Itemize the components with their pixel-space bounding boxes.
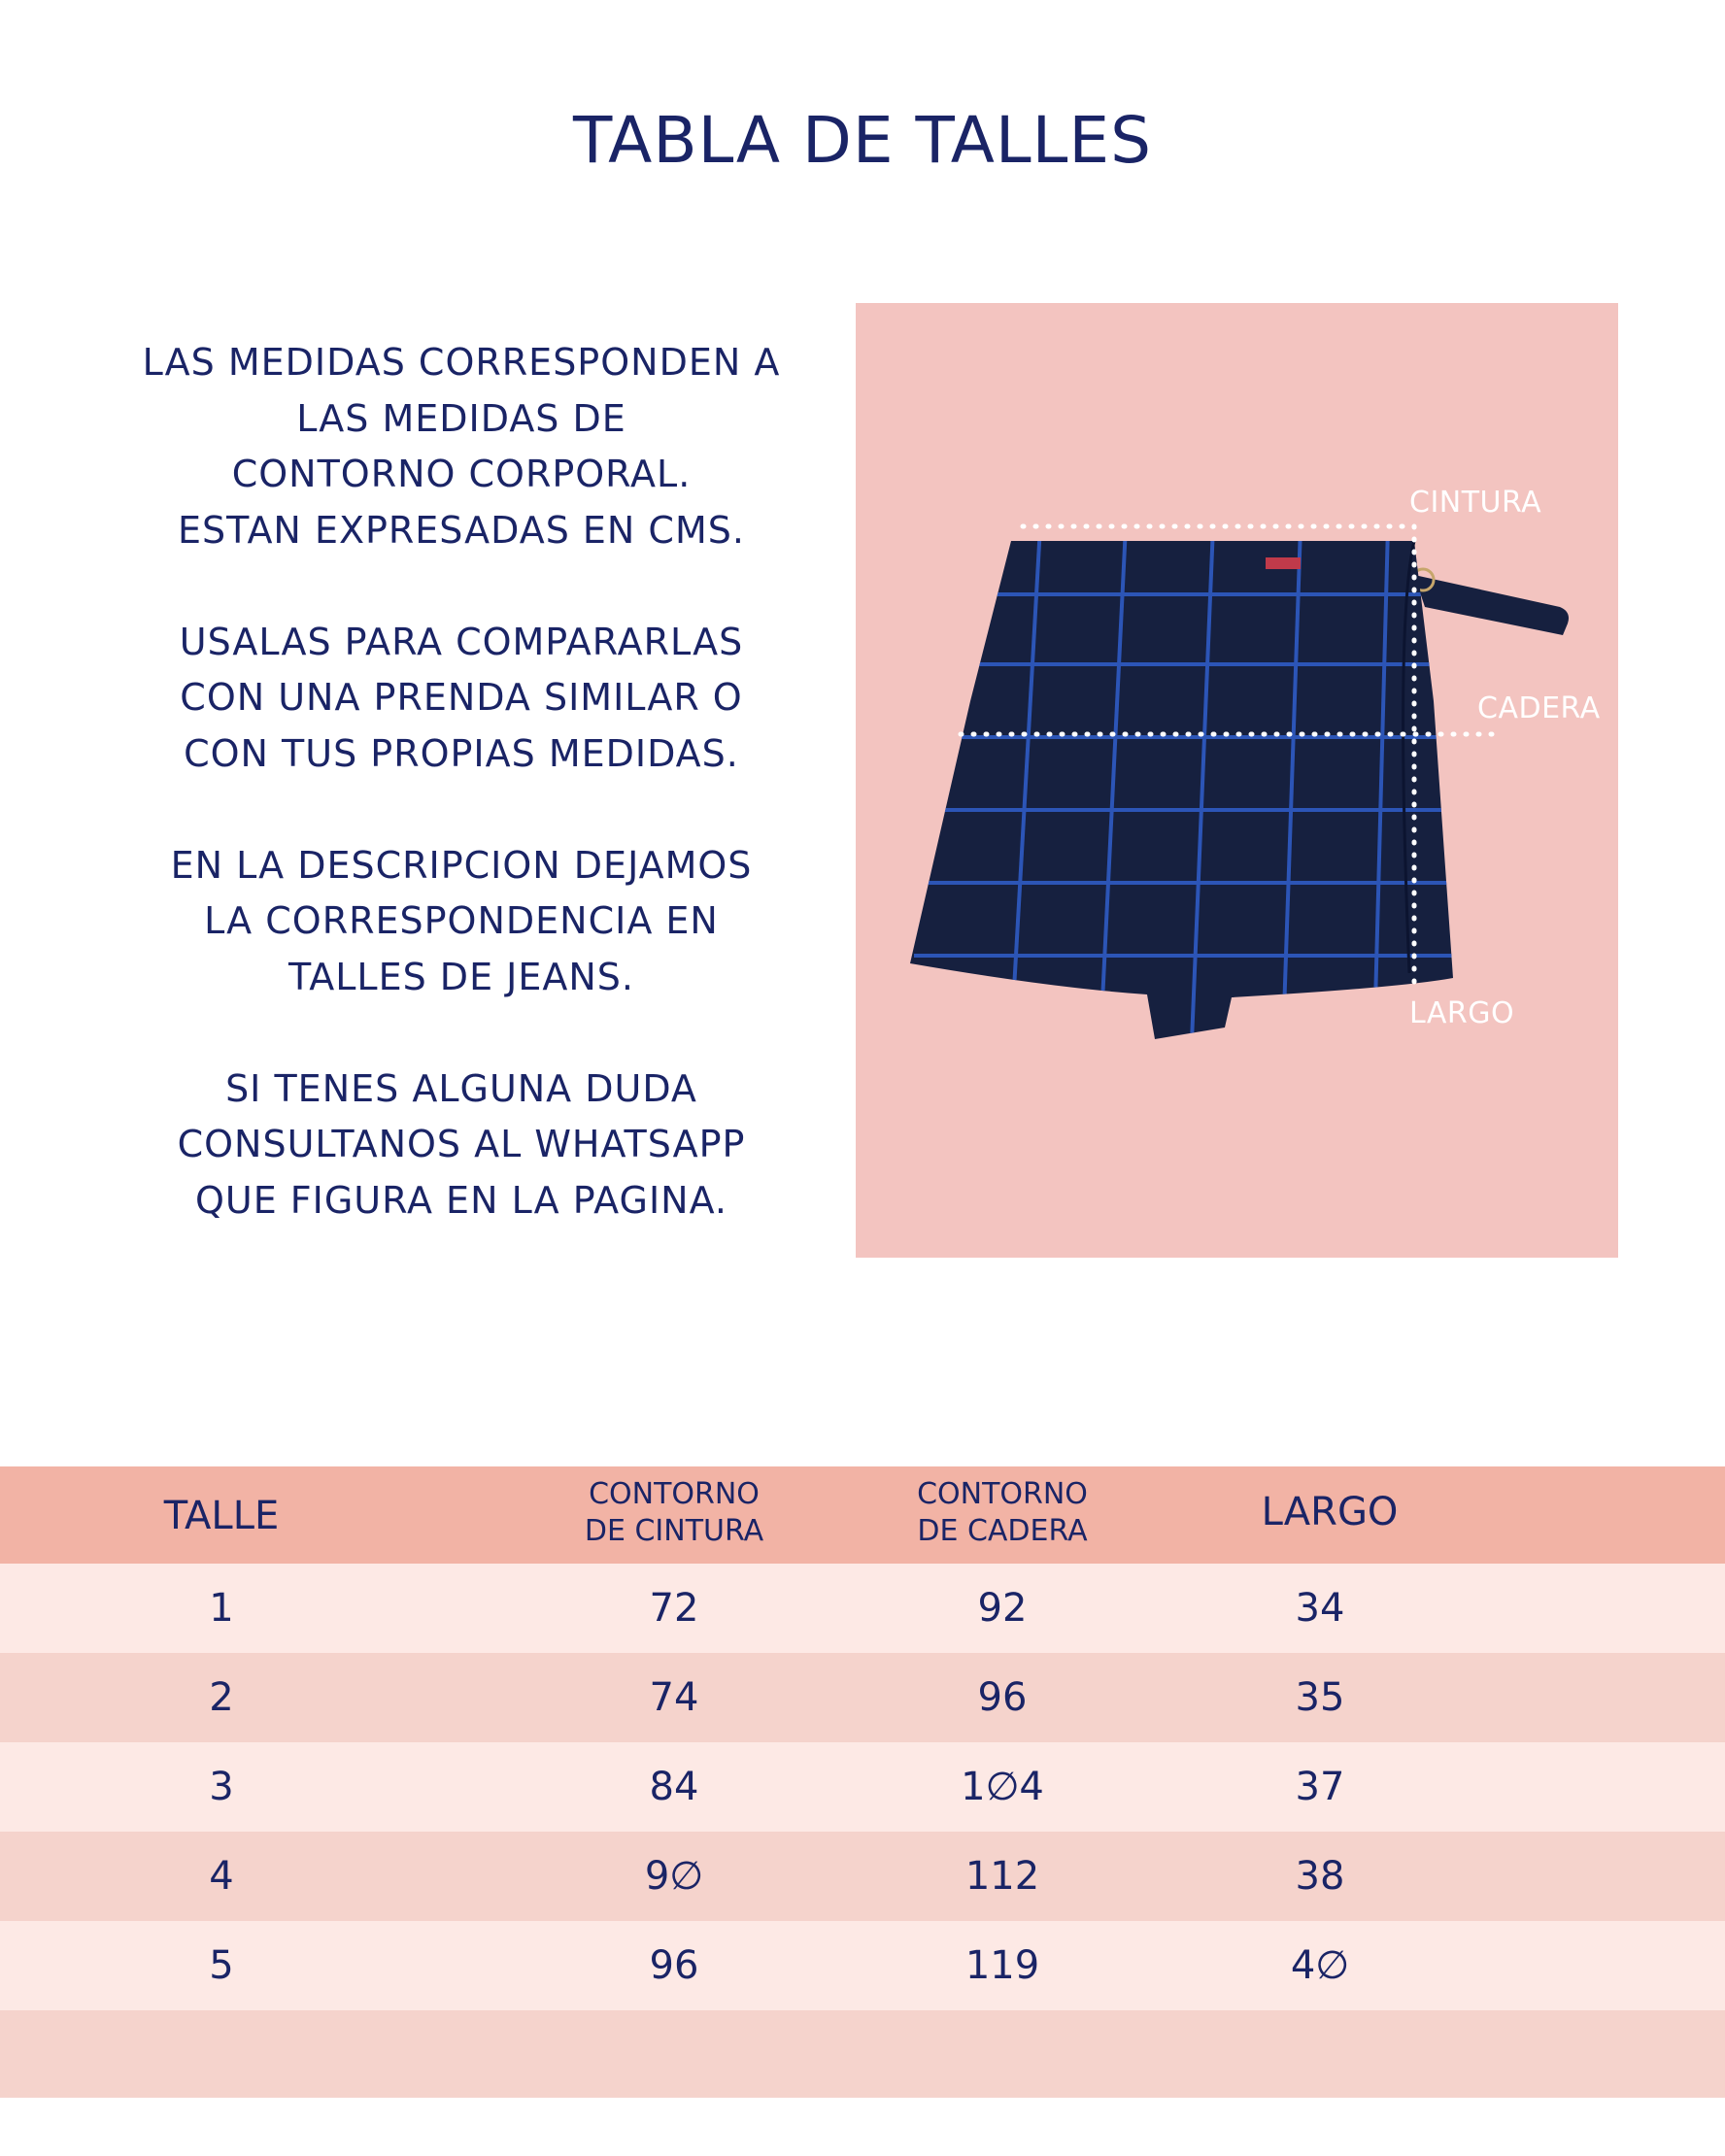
intro-line: CONSULTANOS AL WHATSAPP xyxy=(177,1123,746,1165)
header-size: TALLE xyxy=(163,1494,280,1538)
cell-size: 5 xyxy=(209,1943,234,1988)
skort-illustration xyxy=(856,303,1618,1258)
cell-waist: 96 xyxy=(649,1943,699,1988)
intro-line: EN LA DESCRIPCION DEJAMOS xyxy=(170,843,753,887)
garment-photo xyxy=(856,303,1618,1258)
skort-body xyxy=(910,541,1453,1039)
intro-line: LA CORRESPONDENCIA EN xyxy=(204,899,719,942)
page-title: TABLA DE TALLES xyxy=(572,103,1152,178)
table-row xyxy=(0,1653,1725,1742)
header-hip-line1: CONTORNO xyxy=(917,1477,1088,1511)
cell-size: 1 xyxy=(209,1586,234,1631)
intro-line: CON TUS PROPIAS MEDIDAS. xyxy=(184,731,739,775)
hip-label: CADERA xyxy=(1477,691,1601,725)
cell-length: 38 xyxy=(1295,1854,1345,1899)
header-waist-line2: DE CINTURA xyxy=(584,1514,764,1548)
intro-paragraph xyxy=(97,615,826,783)
header-length: LARGO xyxy=(1261,1490,1399,1534)
table-row-empty xyxy=(0,2010,1725,2098)
size-table xyxy=(0,1466,1725,2098)
cell-size: 2 xyxy=(209,1675,234,1720)
intro-paragraph xyxy=(97,335,826,558)
buckle-strap xyxy=(1414,575,1569,635)
table-row xyxy=(0,1832,1725,1921)
intro-line: CONTORNO CORPORAL. xyxy=(231,453,692,495)
header-waist xyxy=(544,1476,804,1550)
cell-hip: 119 xyxy=(964,1943,1040,1988)
intro-line: USALAS PARA COMPARARLAS xyxy=(179,620,744,663)
intro-paragraph xyxy=(97,1061,826,1230)
intro-text xyxy=(97,335,826,1285)
table-row xyxy=(0,1564,1725,1653)
cell-length: 35 xyxy=(1295,1675,1345,1720)
intro-line: LAS MEDIDAS CORRESPONDEN A xyxy=(142,341,781,384)
cell-waist: 74 xyxy=(649,1675,699,1720)
intro-line: LAS MEDIDAS DE xyxy=(296,396,626,440)
intro-line: CON UNA PRENDA SIMILAR O xyxy=(180,676,743,719)
table-row xyxy=(0,1921,1725,2010)
cell-hip: 112 xyxy=(964,1854,1040,1899)
cell-length: 37 xyxy=(1295,1765,1345,1809)
header-hip-line2: DE CADERA xyxy=(917,1514,1088,1548)
brand-label xyxy=(1266,557,1301,569)
length-label: LARGO xyxy=(1409,996,1515,1030)
intro-paragraph xyxy=(97,838,826,1006)
cell-length: 4∅ xyxy=(1290,1943,1350,1988)
cell-waist: 72 xyxy=(649,1586,699,1631)
cell-hip: 92 xyxy=(977,1586,1028,1631)
intro-line: TALLES DE JEANS. xyxy=(288,955,634,998)
intro-line: SI TENES ALGUNA DUDA xyxy=(225,1066,697,1110)
cell-waist: 9∅ xyxy=(644,1854,704,1899)
cell-waist: 84 xyxy=(649,1765,699,1809)
waist-label: CINTURA xyxy=(1409,486,1542,520)
cell-size: 4 xyxy=(209,1854,234,1899)
table-row xyxy=(0,1742,1725,1832)
cell-length: 34 xyxy=(1295,1586,1345,1631)
intro-line: ESTAN EXPRESADAS EN CMS. xyxy=(178,508,745,552)
cell-hip: 1∅4 xyxy=(961,1765,1044,1809)
table-header xyxy=(0,1466,1725,1564)
cell-size: 3 xyxy=(209,1765,234,1809)
cell-hip: 96 xyxy=(977,1675,1028,1720)
intro-line: QUE FIGURA EN LA PAGINA. xyxy=(194,1178,727,1222)
header-hip xyxy=(872,1476,1133,1550)
header-waist-line1: CONTORNO xyxy=(589,1477,760,1511)
